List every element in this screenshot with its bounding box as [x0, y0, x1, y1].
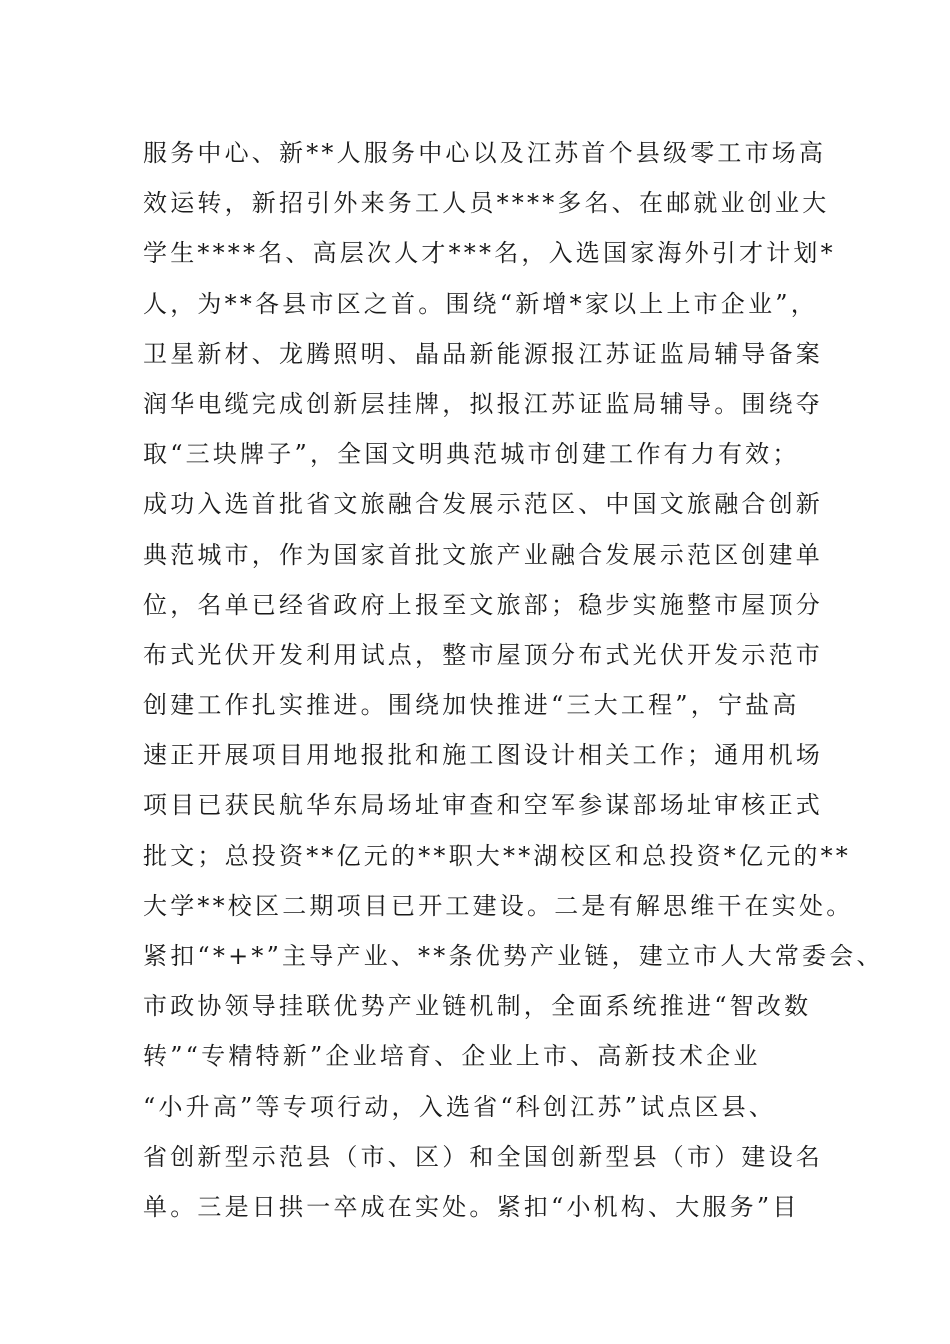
text-line: 布式光伏开发利用试点，整市屋顶分布式光伏开发示范市: [143, 640, 823, 669]
text-line: 转”“专精特新”企业培育、企业上市、高新技术企业: [143, 1042, 761, 1071]
text-line: 润华电缆完成创新层挂牌，拟报江苏证监局辅导。围绕夺: [143, 389, 823, 418]
text-line: 单。三是日拱一卒成在实处。紧扣“小机构、大服务”目: [143, 1192, 800, 1221]
text-line: 典范城市，作为国家首批文旅产业融合发展示范区创建单: [143, 540, 823, 569]
text-line: 批文；总投资**亿元的**职大**湖校区和总投资*亿元的**: [143, 841, 851, 870]
text-line: 市政协领导挂联优势产业链机制，全面系统推进“智改数: [143, 992, 812, 1021]
text-line: 速正开展项目用地报批和施工图设计相关工作；通用机场: [143, 741, 823, 770]
text-line: 卫星新材、龙腾照明、晶品新能源报江苏证监局辅导备案: [143, 339, 823, 368]
text-line: 取“三块牌子”，全国文明典范城市创建工作有力有效；: [143, 440, 800, 469]
text-line: 服务中心、新**人服务中心以及江苏首个县级零工市场高: [143, 139, 827, 167]
text-line: 创建工作扎实推进。围绕加快推进“三大工程”，宁盐高: [143, 691, 800, 720]
text-line: 成功入选首批省文旅融合发展示范区、中国文旅融合创新: [143, 490, 823, 519]
text-line: 位，名单已经省政府上报至文旅部；稳步实施整市屋顶分: [143, 590, 823, 619]
text-line: 学生****名、高层次人才***名，入选国家海外引才计划*: [143, 239, 836, 268]
text-line: 省创新型示范县（市、区）和全国创新型县（市）建设名: [143, 1142, 823, 1171]
text-line: 紧扣“*+*”主导产业、**条优势产业链，建立市人大常委会、: [143, 942, 884, 970]
body-text: [143, 128, 884, 1232]
text-line: “小升高”等专项行动，入选省“科创江苏”试点区县、: [143, 1092, 777, 1121]
text-line: 效运转，新招引外来务工人员****多名、在邮就业创业大: [143, 189, 830, 218]
text-line: 项目已获民航华东局场址审查和空军参谋部场址审核正式: [143, 791, 823, 820]
text-line: 大学**校区二期项目已开工建设。二是有解思维干在实处。: [143, 891, 854, 920]
text-line: 人，为**各县市区之首。围绕“新增*家以上上市企业”，: [143, 289, 818, 318]
